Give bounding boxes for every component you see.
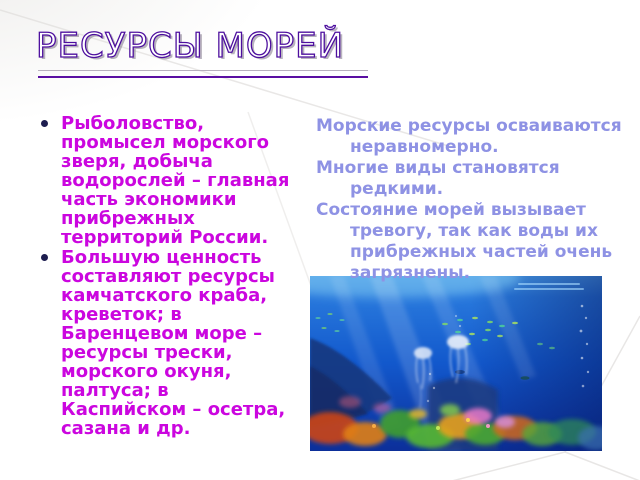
bullet-list bbox=[38, 114, 290, 439]
title-underline-rule bbox=[38, 70, 368, 78]
bullet-item: Большую ценность составляют ресурсы камчатского краба, креветок; в Баренцевом море – ресурсы трески, морского окуня, палтуса; в Каспийском – осетра, сазана и др. bbox=[38, 248, 290, 438]
page-title: РЕСУРСЫ МОРЕЙ bbox=[36, 26, 345, 66]
underwater-photo bbox=[310, 276, 602, 451]
right-text-column bbox=[316, 116, 622, 284]
paragraph: Многие виды становятся редкими. bbox=[316, 158, 560, 199]
bullet-item: Рыболовство, промысел морского зверя, добыча водорослей – главная часть экономики прибрежных территорий России. bbox=[38, 114, 290, 247]
paragraph: Морские ресурсы осваиваются неравномерно. bbox=[316, 116, 622, 157]
paragraph: Состояние морей вызывает тревогу, так как воды их прибрежных частей очень загрязнены. bbox=[316, 200, 613, 283]
